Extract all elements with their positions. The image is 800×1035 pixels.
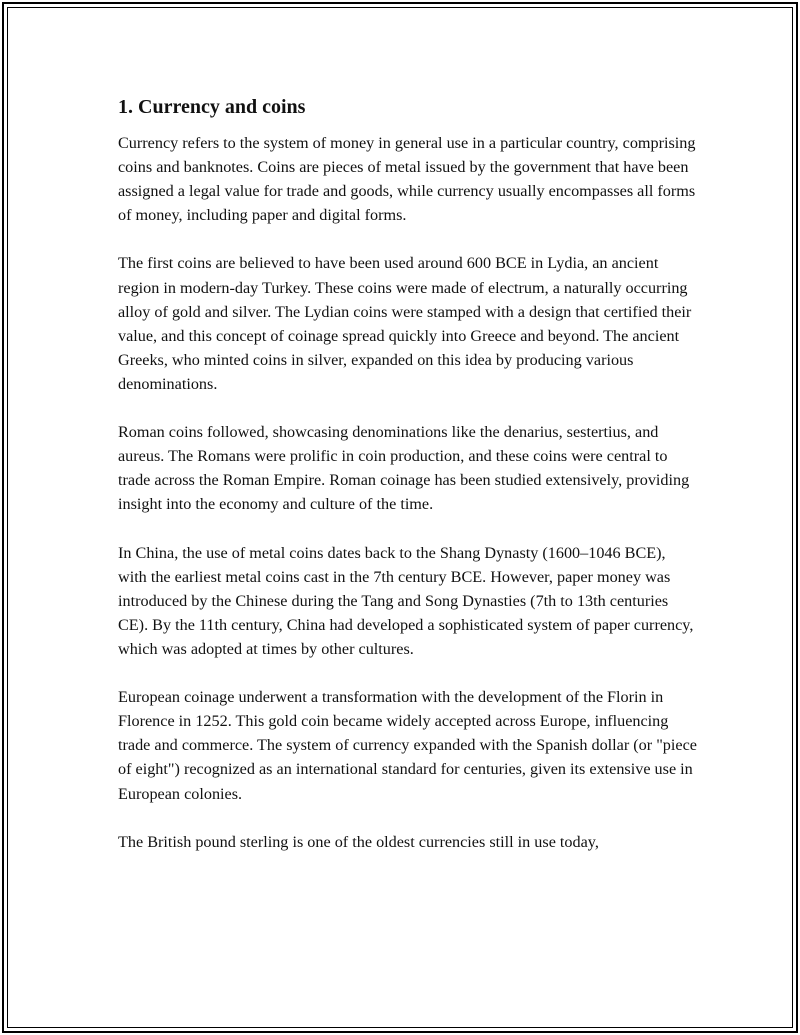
paragraph-chinese-currency: In China, the use of metal coins dates back to the Shang Dynasty (1600–1046 BCE), with the earliest metal coins cast in the 7th century BCE. However, paper money was introduced by the Chinese during the Tang and Song Dynasties (7th to 13th centuries CE). By the 11th century, China had developed a sophisticated system of paper currency, which was adopted at times by other cultures.	[118, 543, 694, 658]
paragraph-british-pound: The British pound sterling is one of the oldest currencies still in use today,	[118, 832, 599, 851]
paragraph-lydian-coins: The first coins are believed to have been used around 600 BCE in Lydia, an ancient region in modern-day Turkey. These coins were made of electrum, a naturally occurring alloy of gold and silver. The Lydian coins were stamped with a design that certified their value, and this concept of coinage spread quickly into Greece and beyond. The ancient Greeks, who minted coins in silver, expanded on this idea by producing various denominations.	[118, 254, 692, 393]
paragraph-roman-coins: Roman coins followed, showcasing denominations like the denarius, sestertius, and aureus. The Romans were prolific in coin production, and these coins were central to trade across the Roman Empire. Roman coinage has been studied extensively, providing insight into the economy and culture of the time.	[118, 423, 690, 514]
document-body	[118, 93, 698, 878]
paragraph-currency-definition: Currency refers to the system of money in general use in a particular country, comprising coins and banknotes. Coins are pieces of metal issued by the government that have been assigned a legal value for trade and goods, while currency usually encompasses all forms of money, including paper and digital forms.	[118, 134, 696, 225]
paragraph-european-coinage: European coinage underwent a transformation with the development of the Florin in Florence in 1252. This gold coin became widely accepted across Europe, influencing trade and commerce. The system of currency expanded with the Spanish dollar (or "piece of eight") recognized as an international standard for centuries, given its extensive use in European colonies.	[118, 688, 697, 803]
section-heading: 1. Currency and coins	[118, 96, 306, 118]
